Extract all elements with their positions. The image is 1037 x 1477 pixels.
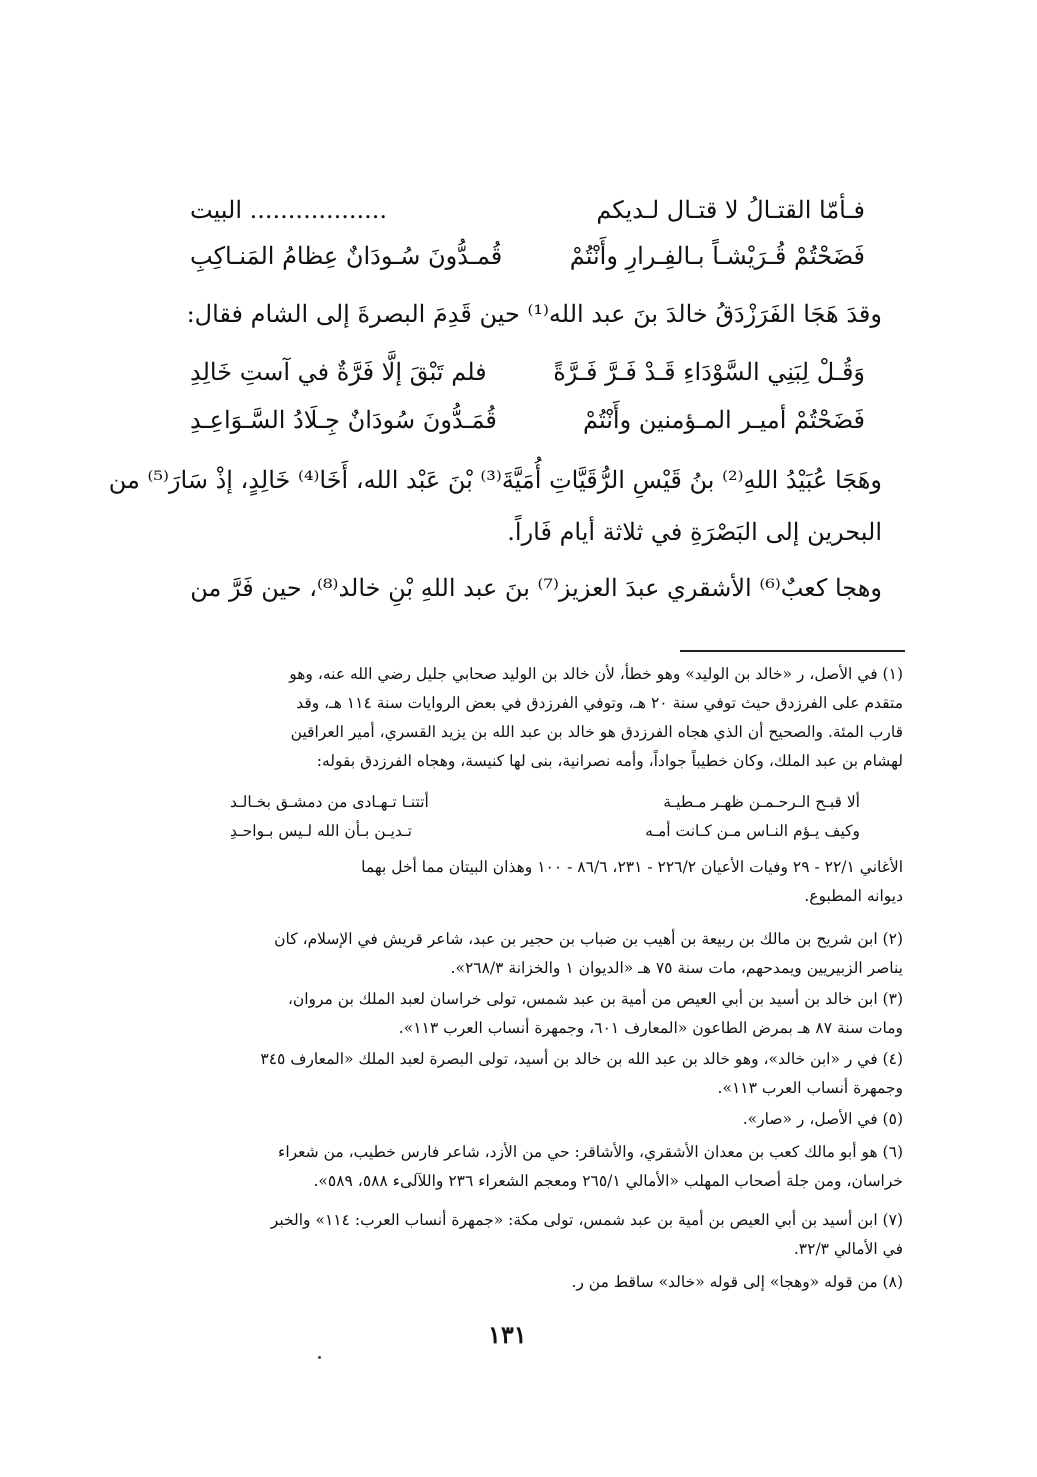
footnote-line: (١) في الأصل، ر «خالد بن الوليد» وهو خطأ، لأن خالد بن الوليد صحابي جليل رضي الله عنه، وهو (289, 665, 903, 683)
verse-line-4 (190, 406, 865, 446)
intro-line: وقدَ هَجَا الفَرَزْدَقُ خالدَ بنَ عبد الله⁽¹⁾ حين قَدِمَ البصرةَ إلى الشام فقال: (186, 300, 882, 328)
footnote-line: في الأمالي ٣٢/٣. (793, 1240, 903, 1258)
verse-hemistich-right: وكيف يـؤم النـاس مـن كـانت أمـه (645, 822, 860, 840)
verse-hemistich-left: قُمَـدُّونَ سُودَانٌ جِـلَادُ السَّـوَاعِـدِ (190, 406, 497, 434)
verse-hemistich-right: فَضَحْتُمْ قُـرَيْشـاً بـالفِـرارِ وأَنْتُمْ (569, 242, 865, 270)
verse-hemistich-right: فَضَحْتُمْ أميـر المـؤمنين وأَنْتُمْ (583, 406, 865, 434)
paragraph-line: وهَجَا عُبَيْدُ اللهِ⁽²⁾ بنُ قَيْسِ الرُّقَيَّاتِ أُمَيَّةَ⁽³⁾ بْنَ عَبْد الله، أَخَا⁽⁴⁾ خَالِدٍ، إذْ سَارَ⁽⁵⁾ من (108, 466, 882, 494)
footnote-line: (٤) في ر «ابن خالد»، وهو خالد بن عبد الله بن خالد بن أسيد، تولى البصرة لعبد الملك «المعارف ٣٤٥ (260, 1050, 903, 1068)
verse-line-2 (190, 242, 865, 282)
footnote-line: (٣) ابن خالد بن أسيد بن أبي العيص من أمية بن عبد شمس، تولى خراسان لعبد الملك بن مروان، (287, 990, 903, 1008)
footnote-line: ديوانه المطبوع. (804, 887, 903, 905)
footnote-6 (158, 1138, 903, 1196)
footnote-line: متقدم على الفرزدق حيث توفي سنة ٢٠ هـ، وتوفي الفرزدق في بعض الروايات سنة ١١٤ هـ، وقد (296, 694, 903, 712)
footnote-line: يناصر الزبيريين ويمدحهم، مات سنة ٧٥ هـ «الديوان ١ والخزانة ٢٦٨/٣». (450, 959, 903, 977)
footnote-line: وجمهرة أنساب العرب ١١٣». (717, 1079, 903, 1097)
footnote-separator (680, 650, 905, 652)
verse-line-1 (190, 196, 865, 236)
footnote-verse-2 (230, 822, 860, 848)
footnote-line: قارب المئة. والصحيح أن الذي هجاه الفرزدق هو خالد بن عبد الله بن يزيد القسري، أمير العراقين (290, 723, 903, 741)
footnote-8 (158, 1268, 903, 1297)
footnote-5 (158, 1105, 903, 1134)
verse-hemistich-right: وَقُـلْ لِبَنِي السَّوْدَاءِ قَـدْ فَـرَّ فَـرَّةً (553, 358, 865, 386)
footnote-1-continued (158, 853, 903, 911)
footnote-verse-1 (230, 793, 860, 819)
verse-line-3 (190, 358, 865, 398)
footnote-line: (٥) في الأصل، ر «صار». (742, 1110, 903, 1128)
footnote-line: خراسان، ومن جلة أصحاب المهلب «الأمالي ٢٦٥/١ ومعجم الشعراء ٢٣٦ واللآلىء ٥٨٨، ٥٨٩». (313, 1172, 903, 1190)
footnote-2 (158, 925, 903, 983)
verse-hemistich-left: .................. البيت (190, 196, 387, 224)
footnote-7 (158, 1206, 903, 1264)
footnote-line: لهشام بن عبد الملك، وكان خطيباً جواداً، وأمه نصرانية، بنى لها كنيسة، وهجاه الفرزدق بقوله: (316, 752, 903, 770)
verse-hemistich-left: أتتنـا تـهـادى من دمشـق بخـالـد (230, 793, 429, 811)
footnote-line: ومات سنة ٨٧ هـ بمرض الطاعون «المعارف ٦٠١، وجمهرة أنساب العرب ١١٣». (398, 1019, 903, 1037)
scan-speck (318, 1356, 321, 1359)
verse-hemistich-left: تـديـن بـأن الله لـيس بـواحـدِ (230, 822, 412, 840)
verse-hemistich-right: فـأمّا القتـالُ لا قتـال لـديكم (596, 196, 865, 224)
verse-hemistich-left: فلم تَبْقَ إلَّا فَرَّةٌ في آستِ خَالِدِ (190, 358, 487, 386)
footnote-line: (٨) من قوله «وهجا» إلى قوله «خالد» ساقط من ر. (571, 1273, 903, 1291)
footnote-3 (158, 985, 903, 1043)
verse-hemistich-left: قُمـدُّونَ سُـودَانٌ عِظامُ المَنـاكِبِ (190, 242, 503, 270)
page-number: ١٣١ (488, 1320, 527, 1349)
footnote-line: (٢) ابن شريح بن مالك بن ربيعة بن أهيب بن ضباب بن حجير بن عبد، شاعر قريش في الإسلام، كان (274, 930, 903, 948)
footnote-4 (158, 1045, 903, 1103)
paragraph-line: البحرين إلى البَصْرَةِ في ثلاثة أيام فَاراً. (507, 518, 882, 546)
paragraph-line: وهجا كعبٌ⁽⁶⁾ الأشقري عبدَ العزيز⁽⁷⁾ بنَ عبد اللهِ بْنِ خالد⁽⁸⁾، حين فَرَّ من (190, 574, 882, 602)
footnote-line: (٧) ابن أسيد بن أبي العيص بن أمية بن عبد شمس، تولى مكة: «جمهرة أنساب العرب: ١١٤» والخبر (270, 1211, 903, 1229)
footnote-1 (158, 660, 903, 776)
footnote-line: (٦) هو أبو مالك كعب بن معدان الأشقري، والأشاقر: حي من الأزد، شاعر فارس خطيب، من شعراء (278, 1143, 903, 1161)
footnote-line: الأغاني ٢٢/١ - ٢٩ وفيات الأعيان ٢٢٦/٢ - ٢٣١، ٨٦/٦ - ١٠٠ وهذان البيتان مما أخل بهما (361, 858, 903, 876)
verse-hemistich-right: ألا قبـح الـرحـمـن ظهـر مـطيـة (663, 793, 860, 811)
